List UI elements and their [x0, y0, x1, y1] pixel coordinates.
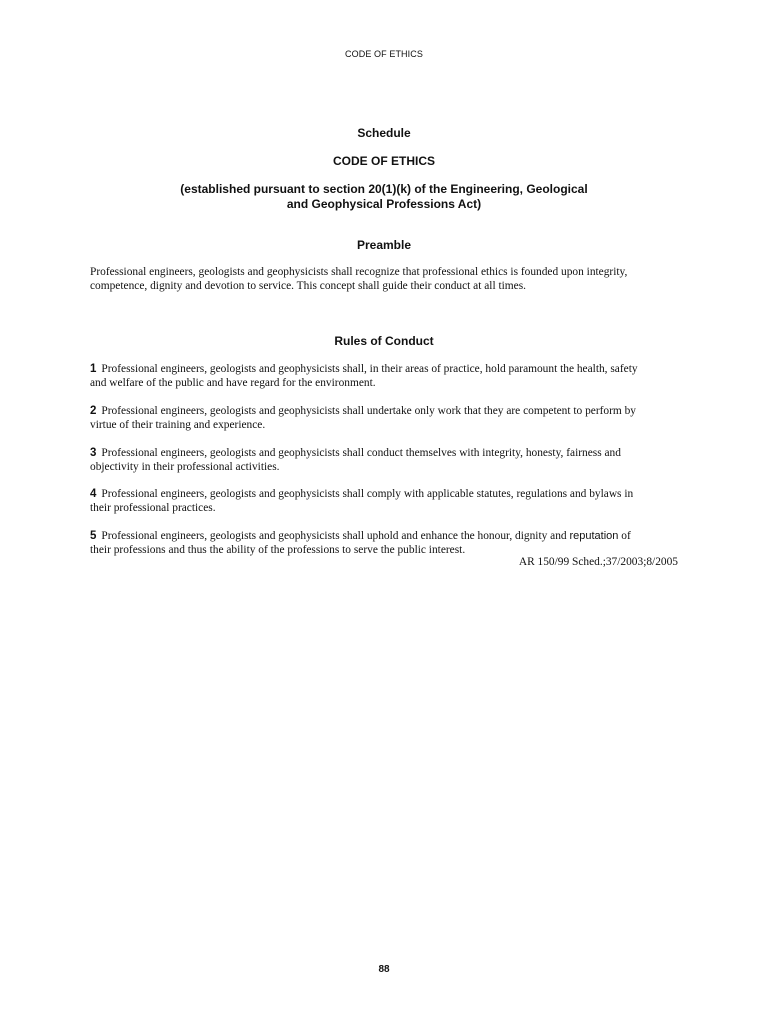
rule-4 — [90, 487, 680, 515]
rule-number: 5 — [90, 530, 97, 542]
rule-text-reputation: reputation — [569, 530, 619, 542]
legal-citation: AR 150/99 Sched.;37/2003;8/2005 — [518, 556, 678, 568]
rule-4-line-2: their professional practices. — [90, 502, 216, 514]
page-number: 88 — [378, 964, 390, 975]
rule-3 — [90, 446, 680, 474]
rule-text: of — [621, 530, 631, 542]
rule-2-line-2: virtue of their training and experience. — [90, 419, 266, 431]
rule-text: Professional engineers, geologists and geophysicists shall undertake only work that they are competent to perform by — [101, 405, 637, 417]
rule-1 — [90, 362, 680, 390]
running-header: CODE OF ETHICS — [345, 49, 423, 59]
rule-5 — [90, 529, 680, 557]
rules-heading: Rules of Conduct — [334, 334, 434, 348]
preamble-line-1: Professional engineers, geologists and geophysicists shall recognize that professional ethics is founded upon integrity, — [90, 266, 628, 278]
rule-2-line-1 — [90, 404, 680, 418]
rule-4-line-1 — [90, 487, 680, 501]
subtitle-line-1: (established pursuant to section 20(1)(k) of the Engineering, Geological — [180, 182, 588, 196]
rule-number: 4 — [90, 488, 97, 500]
rule-number: 2 — [90, 405, 97, 417]
document-subtitle — [0, 182, 768, 212]
rule-text: Professional engineers, geologists and geophysicists shall comply with applicable statutes, regulations and bylaws in — [101, 488, 634, 500]
rule-3-line-1 — [90, 446, 680, 460]
rule-3-line-2: objectivity in their professional activities. — [90, 461, 280, 473]
rule-5-line-2: their professions and thus the ability of the professions to serve the public interest. — [90, 544, 466, 556]
rule-2 — [90, 404, 680, 432]
rule-1-line-2: and welfare of the public and have regard for the environment. — [90, 377, 376, 389]
rule-number: 1 — [90, 363, 97, 375]
document-title: CODE OF ETHICS — [332, 154, 435, 168]
rule-text: Professional engineers, geologists and geophysicists shall conduct themselves with integrity, honesty, fairness and — [101, 447, 621, 459]
rule-number: 3 — [90, 447, 97, 459]
preamble-heading: Preamble — [356, 238, 412, 252]
schedule-heading: Schedule — [357, 126, 411, 140]
preamble-line-2: competence, dignity and devotion to service. This concept shall guide their conduct at all times. — [90, 280, 526, 292]
preamble-paragraph — [90, 265, 680, 293]
rule-text: Professional engineers, geologists and geophysicists shall, in their areas of practice, hold paramount the health, safety — [101, 363, 638, 375]
rule-text: Professional engineers, geologists and geophysicists shall uphold and enhance the honour, dignity and — [101, 530, 567, 542]
subtitle-line-2: and Geophysical Professions Act) — [286, 197, 482, 211]
rule-1-line-1 — [90, 362, 680, 376]
rule-5-line-1 — [90, 529, 680, 543]
